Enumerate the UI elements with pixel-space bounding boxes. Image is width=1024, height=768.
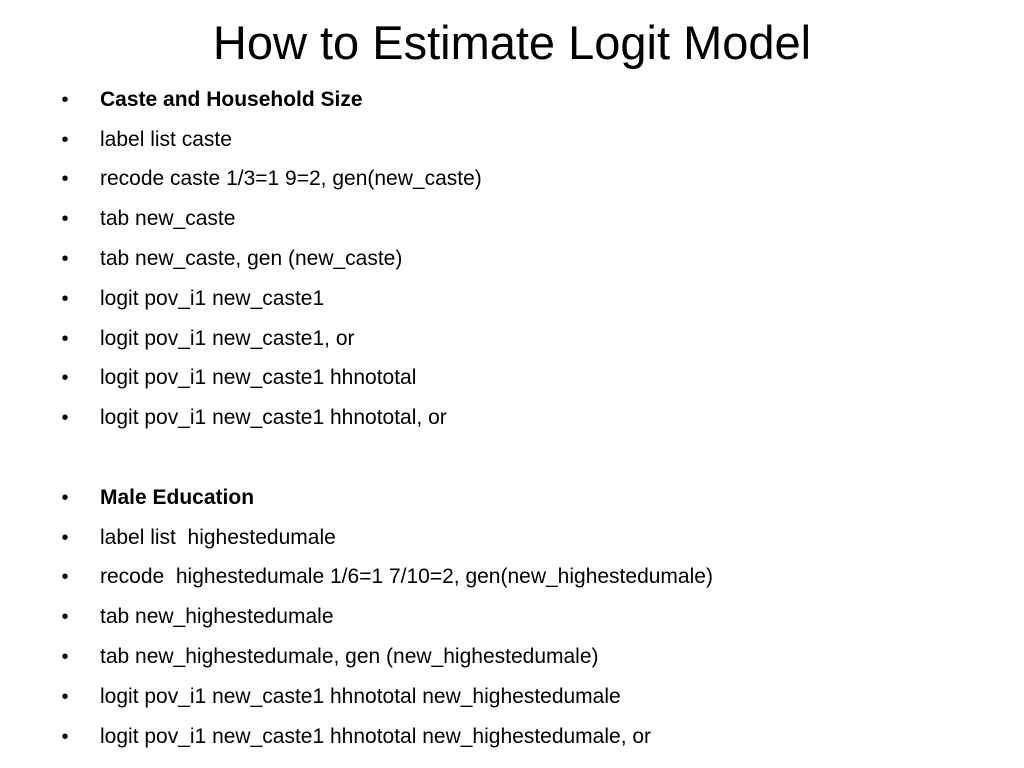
bullet-text: logit pov_i1 new_caste1 hhnototal new_highestedumale (100, 684, 621, 708)
bullet-text: logit pov_i1 new_caste1 hhnototal (100, 366, 417, 390)
section-heading: Male Education (100, 485, 255, 509)
bullet-text: label list highestedumale (100, 525, 336, 549)
bullet-item (0, 637, 1024, 677)
section-heading: Caste and Household Size (100, 87, 363, 111)
bullet-item (0, 120, 1024, 160)
bullet-text: logit pov_i1 new_caste1, or (100, 326, 355, 350)
bullet-spacer (0, 438, 1024, 478)
bullet-icon: • (61, 367, 69, 390)
bullet-icon: • (61, 566, 69, 589)
bullet-icon: • (61, 685, 69, 708)
bullet-text: logit pov_i1 new_caste1 hhnototal, or (100, 406, 447, 430)
bullet-icon: • (61, 526, 69, 549)
bullet-text: recode highestedumale 1/6=1 7/10=2, gen(new_highestedumale) (100, 565, 713, 589)
bullet-icon: • (61, 128, 69, 151)
bullet-item (0, 478, 1024, 518)
bullet-text: recode caste 1/3=1 9=2, gen(new_caste) (100, 167, 482, 191)
bullet-icon: • (61, 407, 69, 430)
bullet-icon: • (61, 168, 69, 191)
bullet-item (0, 279, 1024, 319)
slide-title: How to Estimate Logit Model (212, 16, 812, 69)
bullet-text: tab new_highestedumale, gen (new_highestedumale) (100, 645, 599, 669)
bullet-icon: • (61, 725, 69, 748)
bullet-item (0, 359, 1024, 399)
bullet-list (0, 80, 1024, 757)
bullet-item (0, 319, 1024, 359)
bullet-icon: • (61, 287, 69, 310)
bullet-item (0, 597, 1024, 637)
bullet-text: tab new_caste (100, 207, 236, 231)
bullet-text: tab new_caste, gen (new_caste) (100, 247, 403, 271)
bullet-icon: • (61, 486, 69, 509)
bullet-item (0, 160, 1024, 200)
bullet-item (0, 80, 1024, 120)
bullet-icon: • (61, 327, 69, 350)
bullet-item (0, 677, 1024, 717)
bullet-text: label list caste (100, 127, 232, 151)
bullet-icon: • (61, 208, 69, 231)
bullet-item (0, 558, 1024, 598)
bullet-text: logit pov_i1 new_caste1 (100, 286, 325, 310)
bullet-icon: • (61, 248, 69, 271)
bullet-item (0, 518, 1024, 558)
bullet-item (0, 199, 1024, 239)
bullet-icon: • (61, 646, 69, 669)
bullet-item (0, 398, 1024, 438)
bullet-icon: • (61, 88, 69, 111)
bullet-item (0, 717, 1024, 757)
bullet-icon: • (61, 606, 69, 629)
bullet-text: logit pov_i1 new_caste1 hhnototal new_highestedumale, or (100, 724, 652, 748)
bullet-text: tab new_highestedumale (100, 605, 334, 629)
bullet-item (0, 239, 1024, 279)
